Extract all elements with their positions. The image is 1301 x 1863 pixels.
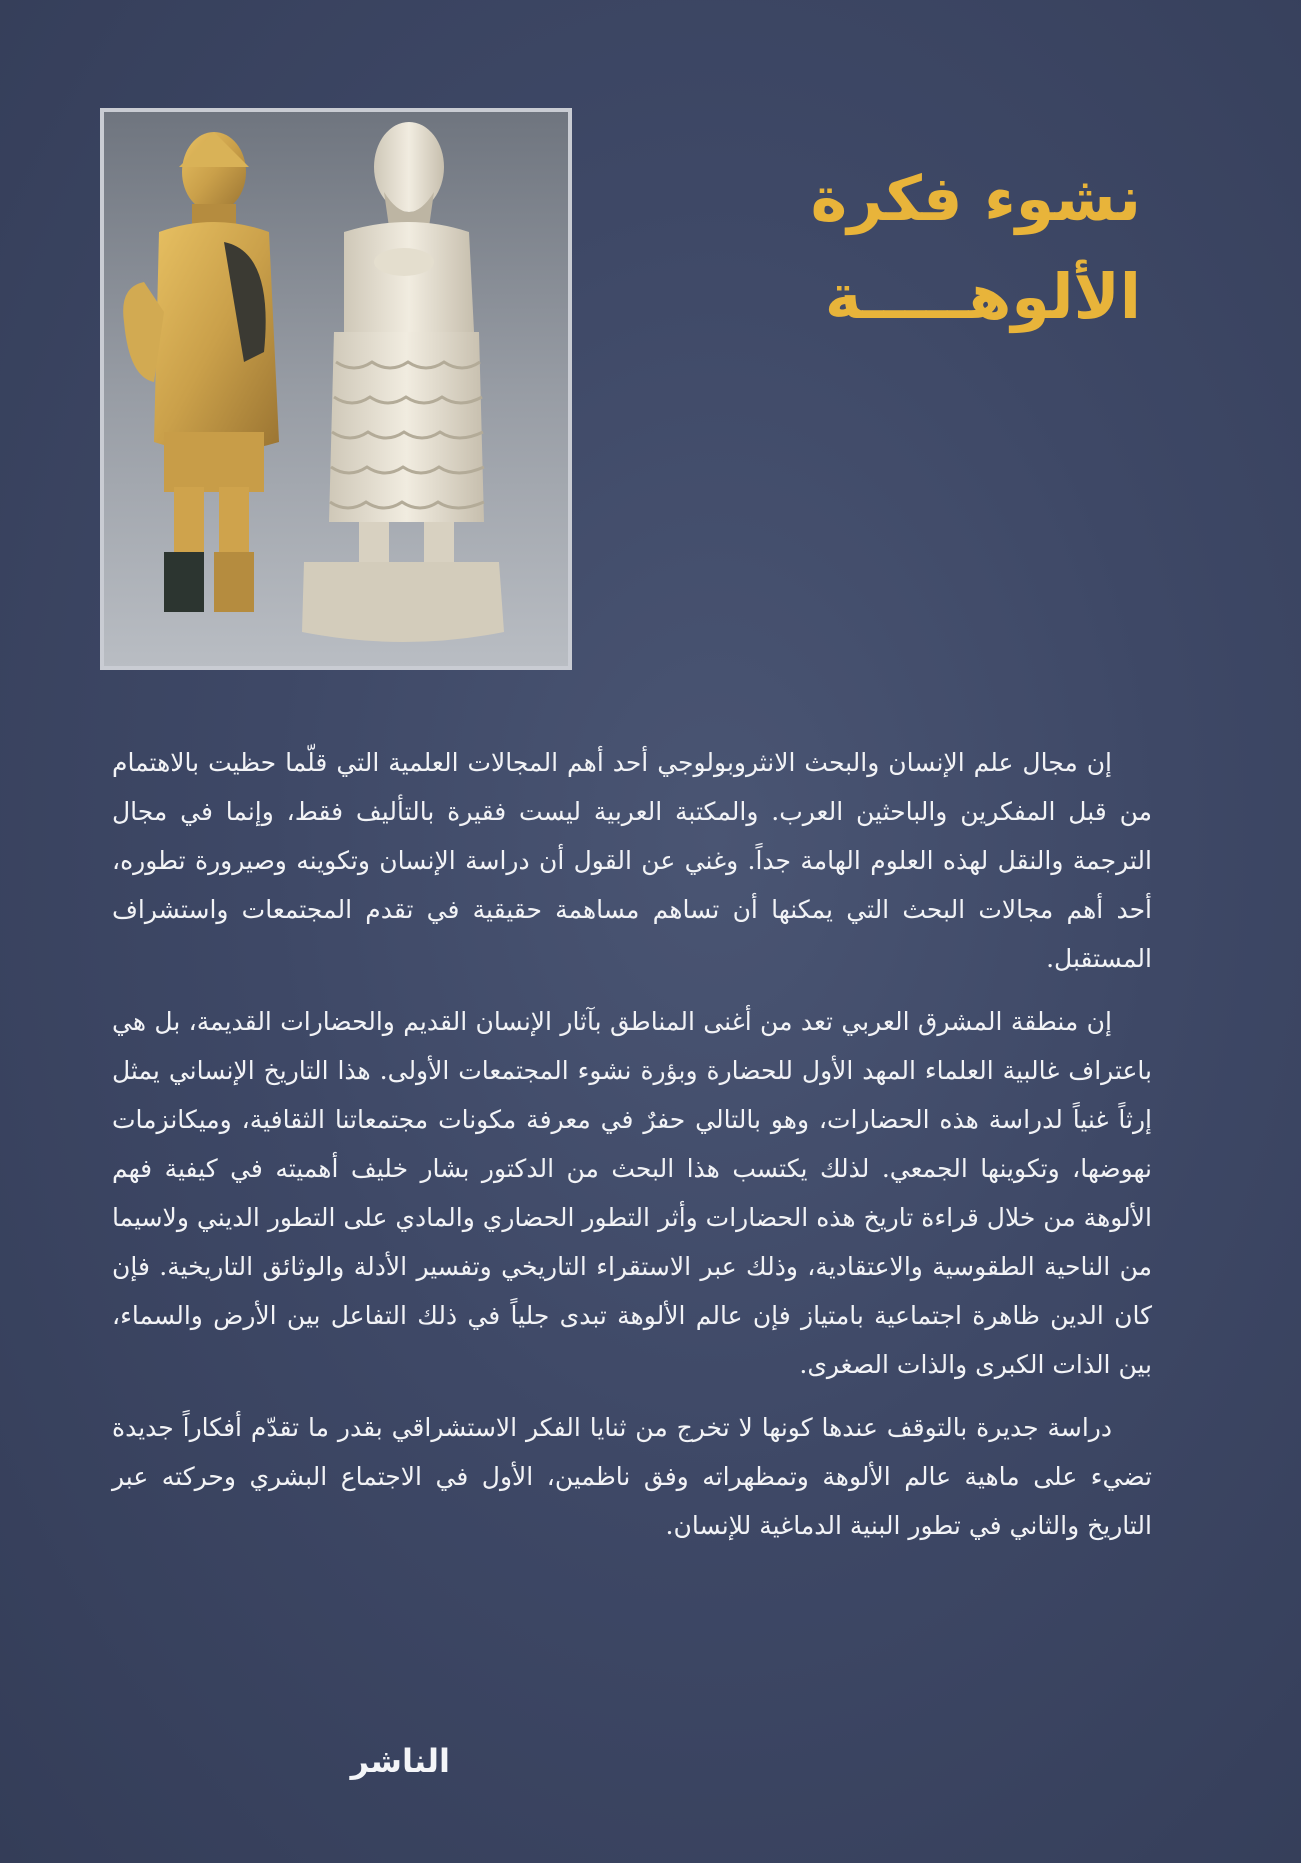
- publisher-signature: الناشر: [350, 1742, 450, 1780]
- blurb-text: [112, 738, 1152, 1564]
- book-title-line-2: الألوهـــــة: [824, 260, 1141, 333]
- statues-photo: [100, 108, 572, 670]
- book-title: [721, 150, 1141, 346]
- blurb-paragraph-1: إن مجال علم الإنسان والبحث الانثروبولوجي أحد أهم المجالات العلمية التي قلّما حظيت بالاهتمام من قبل المفكرين والباحثين العرب. والمكتبة العربية ليست فقيرة بالتأليف فقط، وإنما في مجال الترجمة والنقل لهذه العلوم الهامة جداً. وغني عن القول أن دراسة الإنسان وتكوينه وصيرورة تطوره، أحد أهم مجالات البحث التي يمكنها أن تساهم مساهمة حقيقية في تقدم المجتمعات واستشراف المستقبل.: [112, 748, 1152, 973]
- blurb-paragraph-3: دراسة جديرة بالتوقف عندها كونها لا تخرج من ثنايا الفكر الاستشراقي بقدر ما تقدّم أفكاراً جديدة تضيء على ماهية عالم الألوهة وتمظهراته وفق ناظمين، الأول في الاجتماع البشري وحركته عبر التاريخ والثاني في تطور البنية الدماغية للإنسان.: [112, 1413, 1152, 1540]
- blurb-paragraph-2: إن منطقة المشرق العربي تعد من أغنى المناطق بآثار الإنسان القديم والحضارات القديمة، بل هي باعتراف غالبية العلماء المهد الأول للحضارة وبؤرة نشوء المجتمعات الأولى. هذا التاريخ الإنساني يمثل إرثاً غنياً لدراسة هذه الحضارات، وهو بالتالي حفرٌ في معرفة مكونات مجتمعاتنا الثقافية، وميكانزمات نهوضها، وتكوينها الجمعي. لذلك يكتسب هذا البحث من الدكتور بشار خليف أهميته في كيفية فهم الألوهة من خلال قراءة تاريخ هذه الحضارات وأثر التطور الحضاري والمادي على التطور الديني ولاسيما من الناحية الطقوسية والاعتقادية، وذلك عبر الاستقراء التاريخي وتفسير الأدلة والوثائق التاريخية. فإن كان الدين ظاهرة اجتماعية بامتياز فإن عالم الألوهة تبدى جلياً في ذلك التفاعل بين الأرض والسماء، بين الذات الكبرى والذات الصغرى.: [112, 1007, 1152, 1379]
- book-title-line-1: نشوء فكرة: [810, 162, 1141, 235]
